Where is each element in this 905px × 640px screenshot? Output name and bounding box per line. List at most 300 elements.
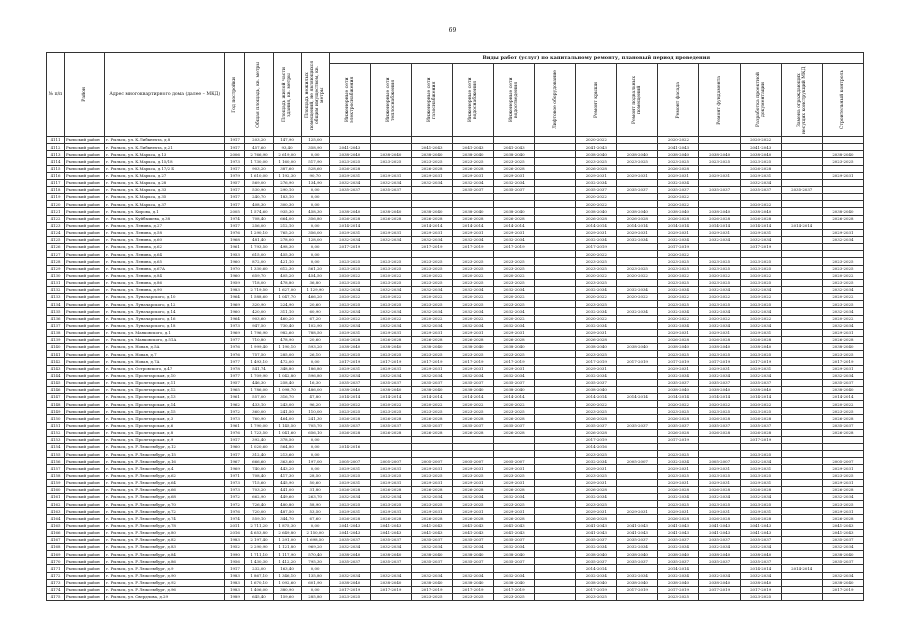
row-work-period: 2038-2040	[699, 344, 740, 351]
row-work-period: 2005-2007	[617, 458, 658, 465]
row-work-period: 2032-2034	[411, 236, 452, 243]
row-work-period: 2029-2031	[329, 172, 370, 179]
row-year-built: 1952	[225, 544, 245, 551]
row-total-area: 1 588,60	[245, 294, 273, 301]
row-total-area: 420,00	[245, 308, 273, 315]
row-work-period	[781, 279, 822, 286]
row-work-period	[781, 515, 822, 522]
row-work-period	[535, 508, 576, 515]
row-work-period: 2023-2025	[822, 472, 863, 479]
row-nonresidential-area: 0,00	[301, 358, 329, 365]
row-work-period: 2026-2028	[699, 336, 740, 343]
row-address: г. Рыльск, ул. Луначарского, д.18	[105, 322, 225, 329]
row-work-period: 2017-2019	[370, 586, 411, 593]
row-work-period: 2032-2034	[658, 308, 699, 315]
row-nonresidential-area: 20,60	[301, 301, 329, 308]
row-work-period: 2035-2037	[370, 536, 411, 543]
row-work-period	[535, 336, 576, 343]
row-work-period	[781, 465, 822, 472]
row-work-period	[535, 386, 576, 393]
row-work-period: 2038-2040	[452, 151, 493, 158]
row-work-period: 2023-2025	[452, 408, 493, 415]
row-work-period	[781, 422, 822, 429]
row-address: г. Рыльск, ул. Ленина, д.90	[105, 286, 225, 293]
row-year-built: 1917	[225, 451, 245, 458]
row-work-period: 2017-2019	[740, 436, 781, 443]
row-work-period	[617, 408, 658, 415]
row-work-period	[617, 244, 658, 251]
row-work-period: 2029-2031	[452, 465, 493, 472]
row-work-period: 2017-2019	[576, 436, 617, 443]
header-work-type: Ремонт фасада	[658, 64, 699, 137]
row-district: Рыльский район	[65, 201, 105, 208]
row-work-period: 2035-2037	[452, 379, 493, 386]
row-work-period: 2023-2025	[494, 408, 535, 415]
row-year-built: 1976	[225, 229, 245, 236]
row-nonresidential-area: 517,90	[301, 158, 329, 165]
row-number: 4117	[47, 179, 65, 186]
row-address: г. Рыльск, ул. Свердлова, д.29	[105, 594, 225, 601]
row-work-period: 2035-2037	[329, 558, 370, 565]
row-work-period	[535, 315, 576, 322]
row-address: г. Рыльск, ул. К.Маркса, д.37	[105, 201, 225, 208]
row-work-period: 2029-2031	[576, 465, 617, 472]
row-work-period	[617, 386, 658, 393]
table-row	[47, 351, 864, 358]
row-work-period	[617, 279, 658, 286]
table-row	[47, 222, 864, 229]
row-work-period: 2041-2043	[658, 144, 699, 151]
row-work-period: 2005-2007	[494, 458, 535, 465]
row-work-period: 2026-2028	[740, 336, 781, 343]
row-work-period: 2029-2031	[576, 365, 617, 372]
row-work-period: 2032-2034	[576, 494, 617, 501]
row-work-period: 2041-2043	[699, 529, 740, 536]
row-work-period: 2035-2037	[781, 186, 822, 193]
row-work-period	[781, 301, 822, 308]
row-work-period: 2023-2025	[699, 351, 740, 358]
row-nonresidential-area: 28,50	[301, 472, 329, 479]
row-work-period: 2041-2043	[329, 144, 370, 151]
row-year-built: 1974	[225, 215, 245, 222]
row-living-area: 498,30	[273, 244, 301, 251]
row-work-period: 2029-2031	[370, 172, 411, 179]
row-work-period: 2038-2040	[699, 579, 740, 586]
row-work-period: 2029-2031	[822, 172, 863, 179]
row-work-period: 2023-2025	[494, 279, 535, 286]
row-district: Рыльский район	[65, 572, 105, 579]
row-work-period	[617, 372, 658, 379]
row-year-built: 1917	[225, 144, 245, 151]
table-row	[47, 344, 864, 351]
row-number: 4115	[47, 165, 65, 172]
row-district: Рыльский район	[65, 344, 105, 351]
row-work-period	[494, 137, 535, 144]
row-district: Рыльский район	[65, 172, 105, 179]
row-total-area: 1 290,10	[245, 229, 273, 236]
row-nonresidential-area: 102,90	[301, 322, 329, 329]
row-work-period: 2041-2043	[370, 522, 411, 529]
row-year-built: 1969	[225, 465, 245, 472]
row-district: Рыльский район	[65, 265, 105, 272]
row-work-period: 2032-2034	[740, 236, 781, 243]
row-work-period: 2035-2037	[411, 558, 452, 565]
row-work-period: 2020-2022	[658, 401, 699, 408]
row-year-built: 1979	[225, 172, 245, 179]
row-work-period	[781, 179, 822, 186]
row-nonresidential-area: 356,00	[301, 229, 329, 236]
row-work-period: 2023-2025	[699, 158, 740, 165]
row-work-period	[781, 522, 822, 529]
row-work-period: 2023-2025	[329, 472, 370, 479]
row-year-built: 1973	[225, 415, 245, 422]
row-address: г. Рыльск, ул. Р.Люксембург, д.15	[105, 451, 225, 458]
row-work-period: 2029-2031	[370, 365, 411, 372]
row-work-period	[535, 586, 576, 593]
row-number: 4116	[47, 172, 65, 179]
header-work-type: Инженерные сети водоснабжения	[452, 64, 493, 137]
row-district: Рыльский район	[65, 144, 105, 151]
row-work-period: 2035-2037	[740, 558, 781, 565]
row-living-area: 935,30	[273, 208, 301, 215]
row-work-period: 2029-2031	[658, 172, 699, 179]
row-work-period: 2041-2043	[329, 529, 370, 536]
row-work-period: 2023-2025	[411, 594, 452, 601]
row-work-period: 2014-2014	[411, 394, 452, 401]
row-work-period: 2038-2040	[452, 386, 493, 393]
row-work-period	[617, 379, 658, 386]
row-living-area: 480,80	[273, 501, 301, 508]
page-number: 69	[448, 27, 457, 34]
row-work-period: 2029-2031	[411, 172, 452, 179]
row-work-period: 2020-2022	[699, 315, 740, 322]
row-work-period: 2023-2025	[370, 408, 411, 415]
row-work-period: 2020-2022	[411, 294, 452, 301]
row-address: г. Рыльск, ул. Ленина, д.65	[105, 258, 225, 265]
row-total-area: 408,30	[245, 201, 273, 208]
row-work-period: 2029-2031	[452, 229, 493, 236]
header-num: № п/п	[47, 53, 65, 137]
row-work-period: 2032-2034	[699, 322, 740, 329]
row-total-area: 715,60	[245, 479, 273, 486]
row-nonresidential-area: 60,90	[301, 308, 329, 315]
row-work-period: 2023-2025	[699, 301, 740, 308]
row-living-area: 1 041,60	[273, 429, 301, 436]
table-row	[47, 594, 864, 601]
row-work-period: 2041-2043	[494, 144, 535, 151]
row-work-period: 2029-2031	[329, 329, 370, 336]
row-work-period: 2017-2019	[617, 358, 658, 365]
row-nonresidential-area: 0,00	[301, 451, 329, 458]
row-work-period: 2023-2025	[740, 265, 781, 272]
row-work-period: 2035-2037	[452, 558, 493, 565]
row-work-period	[617, 479, 658, 486]
row-address: г. Рыльск, ул. Новая, д.5А	[105, 344, 225, 351]
row-district: Рыльский район	[65, 179, 105, 186]
row-address: г. Рыльск, ул. К.Маркса, д.35	[105, 194, 225, 201]
row-work-period: 2023-2025	[740, 258, 781, 265]
row-work-period: 2041-2043	[822, 522, 863, 529]
row-number: 4168	[47, 544, 65, 551]
row-work-period	[535, 137, 576, 144]
row-number: 4126	[47, 244, 65, 251]
row-nonresidential-area: 0,00	[301, 151, 329, 158]
row-work-period: 2035-2037	[329, 422, 370, 429]
row-work-period: 2032-2034	[411, 286, 452, 293]
row-total-area: 903,20	[245, 165, 273, 172]
row-work-period: 2035-2037	[740, 422, 781, 429]
row-work-period: 2023-2025	[699, 265, 740, 272]
row-work-period: 2026-2028	[658, 486, 699, 493]
row-total-area: 1 723,50	[245, 429, 273, 436]
row-total-area: 666,60	[245, 458, 273, 465]
row-work-period	[781, 365, 822, 372]
row-work-period: 2029-2031	[617, 508, 658, 515]
row-work-period: 2023-2025	[658, 501, 699, 508]
row-work-period	[370, 137, 411, 144]
row-work-period	[781, 451, 822, 458]
row-work-period: 2029-2031	[329, 465, 370, 472]
row-work-period: 2020-2022	[699, 294, 740, 301]
row-work-period	[535, 465, 576, 472]
row-number: 4147	[47, 394, 65, 401]
row-work-period: 2035-2037	[699, 422, 740, 429]
table-row	[47, 244, 864, 251]
capital-repair-table-wrapper	[46, 52, 864, 601]
row-district: Рыльский район	[65, 279, 105, 286]
row-work-period: 2038-2040	[329, 551, 370, 558]
row-total-area: 645,40	[245, 594, 273, 601]
table-row	[47, 522, 864, 529]
row-number: 4146	[47, 386, 65, 393]
row-living-area: 1 098,70	[273, 386, 301, 393]
row-work-period: 2029-2031	[740, 479, 781, 486]
row-work-period: 2023-2025	[576, 501, 617, 508]
row-work-period: 2023-2025	[740, 301, 781, 308]
row-work-period: 2029-2031	[699, 465, 740, 472]
row-work-period: 2038-2040	[658, 151, 699, 158]
row-work-period	[781, 215, 822, 222]
table-row	[47, 286, 864, 293]
row-work-period: 2041-2043	[494, 529, 535, 536]
row-work-period	[535, 308, 576, 315]
row-work-period: 2029-2031	[370, 479, 411, 486]
row-address: г. Рыльск, ул. К.Маркса, д.17/2 Б	[105, 165, 225, 172]
row-nonresidential-area: 135,80	[301, 572, 329, 579]
row-work-period	[535, 265, 576, 272]
row-district: Рыльский район	[65, 386, 105, 393]
table-row	[47, 336, 864, 343]
row-work-period: 2023-2025	[576, 279, 617, 286]
row-work-period: 2041-2043	[576, 522, 617, 529]
row-work-period	[535, 472, 576, 479]
row-living-area: 449,60	[273, 494, 301, 501]
row-work-period: 2032-2034	[411, 544, 452, 551]
row-work-period: 2032-2034	[740, 322, 781, 329]
row-work-period	[452, 565, 493, 572]
row-district: Рыльский район	[65, 308, 105, 315]
row-work-period: 2032-2034	[329, 179, 370, 186]
row-number: 4123	[47, 222, 65, 229]
row-address: г. Рыльск, ул. Р.Люксембург, д.90	[105, 572, 225, 579]
table-row	[47, 137, 864, 144]
row-work-period: 2023-2025	[411, 279, 452, 286]
row-work-period: 2038-2040	[452, 551, 493, 558]
row-work-period: 2029-2031	[658, 329, 699, 336]
row-work-period: 2032-2034	[329, 494, 370, 501]
row-work-period: 2023-2025	[740, 451, 781, 458]
row-total-area: 1 670,10	[245, 579, 273, 586]
row-district: Рыльский район	[65, 508, 105, 515]
row-work-period: 2041-2043	[411, 529, 452, 536]
row-work-period	[535, 194, 576, 201]
row-work-period: 2035-2037	[452, 422, 493, 429]
row-work-period	[411, 444, 452, 451]
row-work-period: 2032-2034	[370, 544, 411, 551]
row-work-period: 2038-2040	[370, 208, 411, 215]
row-nonresidential-area: 134,90	[301, 179, 329, 186]
table-row	[47, 194, 864, 201]
row-number: 4121	[47, 208, 65, 215]
row-work-period: 2032-2034	[699, 544, 740, 551]
row-work-period: 2026-2028	[494, 215, 535, 222]
row-district: Рыльский район	[65, 322, 105, 329]
row-living-area: 455,30	[273, 251, 301, 258]
row-work-period: 2017-2019	[699, 358, 740, 365]
row-work-period: 2020-2022	[411, 315, 452, 322]
table-row	[47, 536, 864, 543]
row-work-period: 2029-2031	[822, 465, 863, 472]
row-address: г. Рыльск, ул. Пролетарская, д.6	[105, 422, 225, 429]
header-living-area: Площадь жилой части здания, кв. метры	[273, 53, 301, 137]
row-work-period	[617, 258, 658, 265]
row-living-area: 1 291,00	[273, 536, 301, 543]
row-work-period: 2026-2028	[740, 215, 781, 222]
row-living-area: 464,00	[273, 415, 301, 422]
row-work-period: 2023-2025	[617, 265, 658, 272]
row-work-period: 2017-2019	[452, 586, 493, 593]
row-work-period	[329, 201, 370, 208]
row-work-period: 2032-2034	[452, 322, 493, 329]
row-nonresidential-area: 125,00	[301, 137, 329, 144]
row-year-built: 2016	[225, 529, 245, 536]
row-work-period: 2023-2025	[822, 158, 863, 165]
row-work-period: 2041-2043	[617, 522, 658, 529]
row-work-period	[535, 144, 576, 151]
row-work-period: 2023-2025	[329, 351, 370, 358]
row-total-area: 760,90	[245, 415, 273, 422]
row-work-period: 2014-2014	[658, 565, 699, 572]
row-work-period	[535, 444, 576, 451]
row-total-area: 557,00	[245, 394, 273, 401]
row-work-period: 2020-2022	[658, 201, 699, 208]
row-work-period: 2014-2014	[658, 394, 699, 401]
row-work-period: 2026-2028	[494, 415, 535, 422]
row-work-period	[781, 429, 822, 436]
row-work-period	[781, 529, 822, 536]
row-district: Рыльский район	[65, 236, 105, 243]
row-work-period: 2023-2025	[452, 158, 493, 165]
row-work-period: 2038-2040	[329, 208, 370, 215]
row-work-period: 2032-2034	[699, 236, 740, 243]
row-work-period	[699, 165, 740, 172]
row-work-period: 2026-2028	[658, 429, 699, 436]
row-work-period: 2032-2034	[370, 322, 411, 329]
row-work-period	[781, 165, 822, 172]
row-year-built: 1977	[225, 372, 245, 379]
row-work-period	[781, 372, 822, 379]
row-work-period: 2020-2022	[740, 315, 781, 322]
row-work-period: 2023-2025	[370, 472, 411, 479]
row-work-period: 2020-2022	[329, 315, 370, 322]
row-address: г. Рыльск, ул. Р.Люксембург, д.12	[105, 444, 225, 451]
row-work-period	[781, 444, 822, 451]
row-work-period: 2032-2034	[576, 236, 617, 243]
row-number: 4144	[47, 372, 65, 379]
row-living-area: 2 619,00	[273, 151, 301, 158]
row-work-period	[370, 444, 411, 451]
row-work-period: 2038-2040	[370, 386, 411, 393]
row-year-built: 2005	[225, 208, 245, 215]
row-work-period	[781, 265, 822, 272]
row-year-built: 1989	[225, 594, 245, 601]
row-work-period: 2029-2031	[658, 479, 699, 486]
row-work-period	[617, 201, 658, 208]
row-nonresidential-area: 0,00	[301, 444, 329, 451]
row-work-period	[740, 444, 781, 451]
row-total-area: 1 709,90	[245, 372, 273, 379]
row-work-period: 2023-2025	[658, 594, 699, 601]
row-living-area: 93,40	[273, 144, 301, 151]
row-number: 4137	[47, 322, 65, 329]
row-total-area: 1 867,10	[245, 572, 273, 579]
row-work-period	[535, 394, 576, 401]
row-number: 4138	[47, 329, 65, 336]
row-total-area: 740,00	[245, 465, 273, 472]
row-nonresidential-area: 67,20	[301, 315, 329, 322]
row-work-period: 2029-2031	[699, 329, 740, 336]
table-row	[47, 544, 864, 551]
row-work-period: 2035-2037	[576, 422, 617, 429]
row-work-period: 2029-2031	[658, 229, 699, 236]
row-number: 4170	[47, 558, 65, 565]
row-work-period	[370, 201, 411, 208]
row-work-period: 2029-2031	[411, 479, 452, 486]
row-work-period: 2026-2028	[740, 165, 781, 172]
row-year-built: 1917	[225, 137, 245, 144]
row-work-period: 2032-2034	[658, 458, 699, 465]
row-living-area: 163,40	[273, 565, 301, 572]
row-total-area: 1 430,30	[245, 558, 273, 565]
row-total-area: 718,00	[245, 279, 273, 286]
row-work-period	[617, 194, 658, 201]
row-living-area: 316,70	[273, 394, 301, 401]
row-district: Рыльский район	[65, 479, 105, 486]
row-nonresidential-area: 197,00	[301, 458, 329, 465]
row-work-period	[535, 408, 576, 415]
row-address: г. Рыльск, ул. Р.Люксембург, д.9	[105, 565, 225, 572]
row-work-period	[781, 286, 822, 293]
row-year-built: 1973	[225, 322, 245, 329]
table-row	[47, 158, 864, 165]
row-nonresidential-area: 186,80	[301, 365, 329, 372]
row-address: г. Рыльск, ул. К.Маркса, д.13	[105, 151, 225, 158]
row-work-period: 2032-2034	[740, 544, 781, 551]
row-work-period: 2014-2014	[494, 394, 535, 401]
row-total-area: 1 790,00	[245, 422, 273, 429]
table-row	[47, 179, 864, 186]
row-work-period: 2032-2034	[370, 179, 411, 186]
